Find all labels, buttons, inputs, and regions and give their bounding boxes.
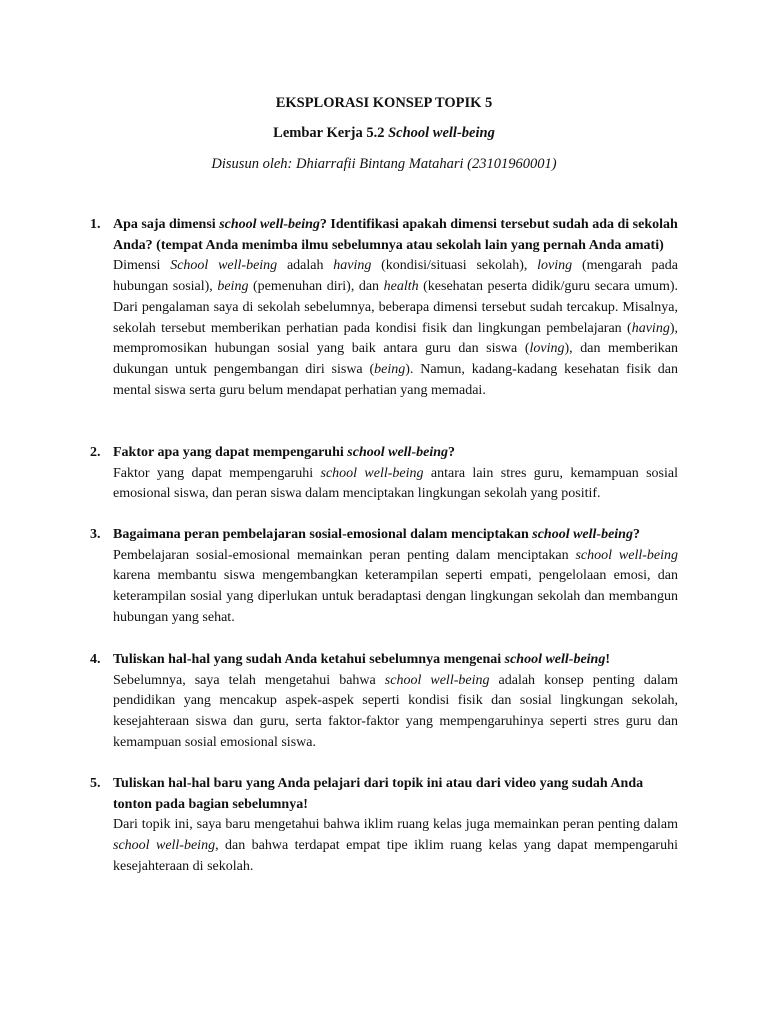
question-text bbox=[113, 525, 678, 546]
text-run: adalah bbox=[277, 258, 334, 274]
author-line: Disusun oleh: Dhiarrafii Bintang Matahari (23101960001) bbox=[211, 156, 557, 172]
italic-term: loving bbox=[537, 258, 573, 274]
answer-text bbox=[113, 671, 678, 754]
question-item-3 bbox=[90, 525, 678, 629]
text-run: (mengarah pada hubungan sosial), bbox=[113, 258, 678, 295]
subtitle-italic: School well-being bbox=[388, 125, 495, 141]
italic-term: being bbox=[217, 279, 249, 295]
answer-text bbox=[113, 464, 678, 505]
text-run: antara lain stres guru, kemampuan sosial emosional siswa, dan peran siswa dalam menciptakan lingkungan sekolah yang positif. bbox=[113, 465, 678, 502]
question-item-1 bbox=[90, 215, 679, 401]
text-run: ? Identifikasi apakah dimensi tersebut sudah ada di sekolah Anda? (tempat Anda menimba ilmu sebelumnya atau sekolah lain yang pernah Anda amati) bbox=[113, 217, 678, 253]
italic-term: being bbox=[374, 361, 406, 377]
italic-term: school well-being bbox=[504, 652, 606, 667]
italic-term: school well-being bbox=[384, 672, 490, 688]
text-run: Tuliskan hal-hal yang sudah Anda ketahui sebelumnya mengenai bbox=[113, 652, 505, 667]
question-text bbox=[113, 443, 678, 464]
answer-text bbox=[113, 546, 678, 629]
question-number: 3. bbox=[90, 527, 101, 542]
text-run: (pemenuhan diri), dan bbox=[248, 279, 384, 295]
text-run: Dari topik ini, saya baru mengetahui bahwa iklim ruang kelas juga memainkan peran penting dalam bbox=[113, 817, 678, 833]
text-run: Pembelajaran sosial-emosional memainkan peran penting dalam menciptakan bbox=[113, 547, 576, 563]
text-run: adalah konsep penting dalam pendidikan yang mencakup aspek-aspek seperti kondisi fisik dan sosial lingkungan sekolah, kesejahteraan siswa dan guru, serta faktor-faktor yang mempengaruhinya seperti stres guru dan kemampuan sosial emosional siswa. bbox=[113, 672, 678, 750]
question-text bbox=[113, 774, 678, 815]
question-text bbox=[113, 650, 678, 671]
text-run: Sebelumnya, saya telah mengetahui bahwa bbox=[113, 672, 385, 688]
italic-term: school well-being bbox=[347, 445, 449, 460]
italic-term: school well-being bbox=[320, 465, 424, 481]
italic-term: school well-being bbox=[113, 838, 216, 854]
text-run: Bagaimana peran pembelajaran sosial-emosional dalam menciptakan bbox=[113, 527, 533, 542]
italic-term: school well-being bbox=[532, 527, 633, 542]
italic-term: loving bbox=[529, 341, 565, 357]
worksheet-subtitle bbox=[0, 123, 768, 144]
text-run: ), dan memberikan dukungan untuk pengembangan diri siswa ( bbox=[113, 341, 678, 377]
question-text bbox=[113, 215, 678, 256]
question-number: 4. bbox=[90, 652, 101, 667]
text-run: , dan bahwa terdapat empat tipe iklim ruang kelas yang dapat mempengaruhi kesejahteraan di sekolah. bbox=[113, 838, 678, 874]
text-run: karena membantu siswa mengembangkan keterampilan seperti empati, pengelolaan emosi, dan keterampilan sosial yang diperlukan untuk beradaptasi dengan lingkungan sekolah dan membangun hubungan yang sehat. bbox=[113, 568, 678, 625]
question-item-4 bbox=[90, 650, 678, 754]
text-run: ? bbox=[448, 445, 456, 460]
text-run: Dimensi bbox=[113, 258, 171, 274]
italic-term: having bbox=[631, 320, 670, 336]
question-item-2 bbox=[90, 443, 678, 505]
text-run: (kondisi/situasi sekolah), bbox=[371, 258, 538, 274]
text-run: Tuliskan hal-hal baru yang Anda pelajari dari topik ini atau dari video yang sudah Anda tonton pada bagian sebelumnya! bbox=[113, 776, 644, 812]
answer-text bbox=[113, 256, 678, 401]
text-run: Apa saja dimensi bbox=[113, 217, 220, 232]
text-run: ! bbox=[605, 652, 611, 667]
italic-term: having bbox=[333, 258, 372, 274]
italic-term: School well-being bbox=[170, 258, 278, 274]
italic-term: school well-being bbox=[219, 217, 320, 232]
document-title: EKSPLORASI KONSEP TOPIK 5 bbox=[275, 95, 493, 111]
italic-term: health bbox=[383, 279, 419, 295]
subtitle-prefix: Lembar Kerja 5.2 bbox=[273, 125, 389, 141]
italic-term: school well-being bbox=[575, 547, 678, 563]
text-run: ). Namun, kadang-kadang kesehatan fisik dan mental siswa serta guru belum mendapat perhatian yang memadai. bbox=[113, 361, 678, 398]
text-run: (kesehatan peserta didik/guru secara umum). Dari pengalaman saya di sekolah sebelumnya, beberapa dimensi tersebut sudah tercakup. Misalnya, sekolah tersebut memberikan perhatian pada kondisi fisik dan lingkungan pembelajaran ( bbox=[113, 279, 679, 336]
answer-text bbox=[113, 815, 678, 877]
text-run: Faktor yang dapat mempengaruhi bbox=[113, 465, 321, 481]
question-number: 2. bbox=[90, 445, 101, 460]
text-run: ? bbox=[632, 527, 640, 542]
question-number: 1. bbox=[90, 217, 101, 232]
question-number: 5. bbox=[90, 776, 101, 791]
text-run: Faktor apa yang dapat mempengaruhi bbox=[113, 445, 348, 460]
text-run: ), mempromosikan hubungan sosial yang baik antara guru dan siswa ( bbox=[113, 320, 678, 357]
question-item-5 bbox=[90, 774, 678, 878]
